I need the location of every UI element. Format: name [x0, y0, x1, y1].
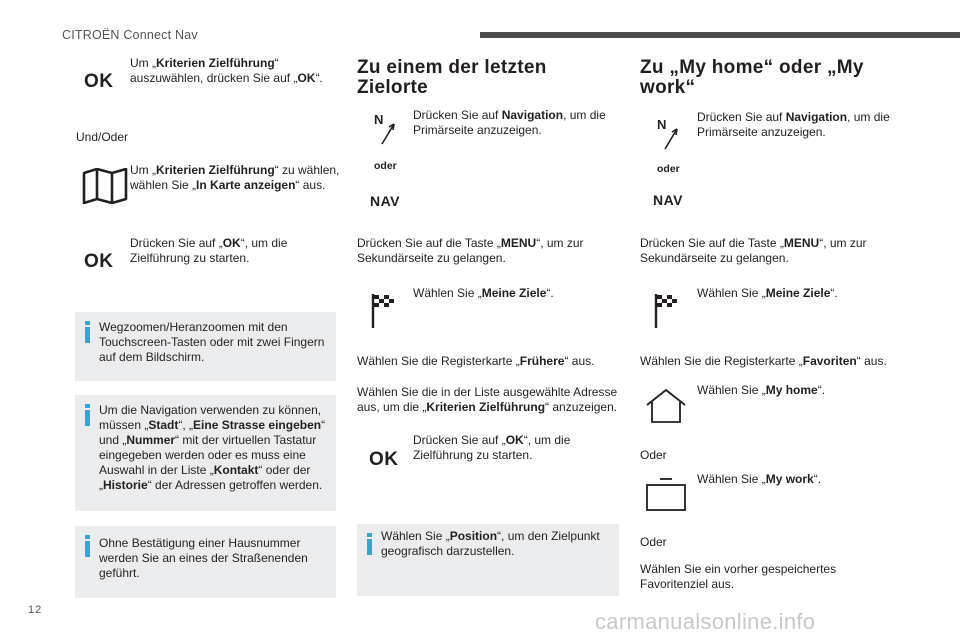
ok-icon: OK — [369, 449, 399, 470]
info-icon — [85, 321, 90, 343]
info-icon — [85, 535, 90, 557]
header-bar — [480, 32, 960, 38]
col2-step3-text: Wählen Sie „Meine Ziele“. — [413, 286, 554, 300]
flag-icon — [370, 292, 398, 330]
navigation-arrow-icon — [664, 127, 678, 151]
info-box-zoom-text: Wegzoomen/Heranzoomen mit den Touchscreen-Tasten oder mit zwei Fingern auf dem Bildschirm. — [99, 320, 325, 364]
navigation-icon — [657, 117, 679, 153]
nav-icon: NAV — [653, 192, 684, 208]
navigation-n-label: N — [374, 112, 384, 127]
watermark: carmanualsonline.info — [595, 609, 816, 634]
info-icon — [367, 533, 372, 555]
oder-small-label: oder — [374, 160, 397, 172]
col3-step2-text: Drücken Sie auf die Taste „MENU“, um zur Sekundärseite zu gelangen. — [640, 236, 867, 265]
col3-step1-text: Drücken Sie auf Navigation, um die Primärseite anzuzeigen. — [697, 110, 890, 139]
col1-step2-text: Um „Kriterien Zielführung“ zu wählen, wählen Sie „In Karte anzeigen“ aus. — [130, 163, 340, 192]
flag-icon — [653, 292, 681, 330]
col2-heading: Zu einem der letzten Zielorte — [357, 57, 547, 98]
oder-label: Oder — [640, 535, 667, 549]
col2-step6-text: Drücken Sie auf „OK“, um die Zielführung zu starten. — [413, 433, 571, 462]
navigation-arrow-icon — [381, 122, 395, 146]
nav-icon: NAV — [370, 193, 401, 209]
navigation-icon — [374, 112, 396, 148]
map-icon — [82, 168, 128, 204]
oder-small-label: oder — [657, 163, 680, 175]
col1-step3-text: Drücken Sie auf „OK“, um die Zielführung zu starten. — [130, 236, 288, 265]
col2-step2-text: Drücken Sie auf die Taste „MENU“, um zur Sekundärseite zu gelangen. — [357, 236, 584, 265]
col2-step1-text: Drücken Sie auf Navigation, um die Primärseite anzuzeigen. — [413, 108, 606, 137]
navigation-n-label: N — [657, 117, 667, 132]
info-box-position — [357, 524, 619, 596]
col3-step4-text: Wählen Sie die Registerkarte „Favoriten“ aus. — [640, 354, 887, 368]
col3-heading: Zu „My home“ oder „My work“ — [640, 57, 864, 98]
ok-icon: OK — [84, 251, 114, 272]
oder-label: Oder — [640, 448, 667, 462]
col3-step5-text: Wählen Sie „My home“. — [697, 383, 826, 397]
ok-icon: OK — [84, 71, 114, 92]
header-title: CITROËN Connect Nav — [62, 28, 198, 42]
info-icon — [85, 404, 90, 426]
info-box-zoom — [75, 312, 336, 381]
col2-step4-text: Wählen Sie die Registerkarte „Frühere“ aus. — [357, 354, 595, 368]
info-box-house-number — [75, 526, 336, 598]
col3-step7-text: Wählen Sie ein vorher gespeichertes Favoritenziel aus. — [640, 562, 837, 591]
page-number: 12 — [28, 604, 43, 616]
info-box-address — [75, 395, 336, 511]
und-oder-label: Und/Oder — [76, 130, 129, 144]
work-briefcase-icon — [645, 476, 687, 512]
info-box-position-text: Wählen Sie „Position“, um den Zielpunkt geografisch darzustellen. — [381, 529, 600, 558]
info-box-address-text: Um die Navigation verwenden zu können, müssen „Stadt“, „Eine Strasse eingeben“ und „Nummer“ mit der virtuellen Tastatur eingegeben werden oder es muss eine Auswahl in der Liste „Kontakt“ oder der „Historie“ der Adressen getroffen werden. — [99, 403, 326, 492]
home-icon — [645, 388, 687, 424]
col3-step6-text: Wählen Sie „My work“. — [697, 472, 822, 486]
col3-step3-text: Wählen Sie „Meine Ziele“. — [697, 286, 838, 300]
col1-step1-text: Um „Kriterien Zielführung“ auszuwählen, drücken Sie auf „OK“. — [130, 56, 323, 85]
col2-step5-text: Wählen Sie die in der Liste ausgewählte Adresse aus, um die „Kriterien Zielführung“ anzuzeigen. — [357, 385, 618, 414]
info-box-house-number-text: Ohne Bestätigung einer Hausnummer werden Sie an eines der Straßenenden geführt. — [99, 536, 308, 580]
